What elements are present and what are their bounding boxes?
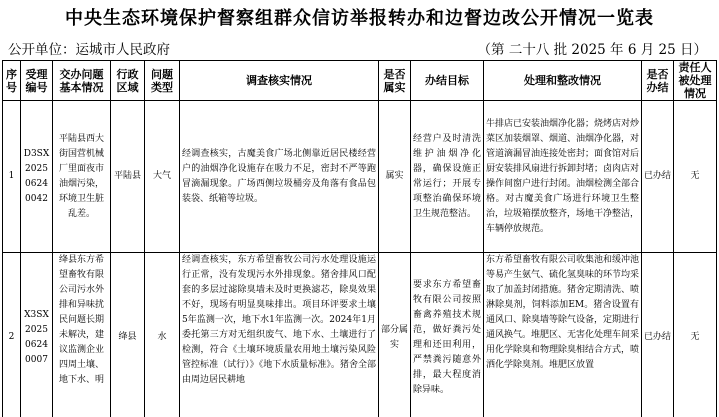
- table-row: [3, 101, 717, 253]
- row-region: 绛县: [111, 253, 145, 417]
- row-investigation: 经调查核实，东方希望畜牧公司污水处理设施运行正常，没有发现污水外排现象。猪舍排风口配套的多层过滤除臭墙未及时更换滤芯，除臭效果不好，现场有明显臭味排出。项目环评要求土壤5年监测一次，地下水1年监测一次。2024年1月委托第三方对无组织废气、地下水、土壤进行了检测，符合《土壤环境质量农用地土壤污染风险管控标准（试行）》《地下水质量标准》。猪舍全部由周边居民耕地: [180, 253, 379, 417]
- row-type: 大气: [145, 101, 180, 253]
- row-closed: 已办结: [642, 253, 674, 417]
- col-header-problem: 交办问题基本情况: [53, 61, 111, 101]
- col-header-no: 序号: [3, 61, 21, 101]
- row-handling: 牛排店已安装油烟净化器；烧烤店对炒菜区加装烟罩、烟道、油烟净化器，对管道滴漏冒油连接处密封；面食馆对后厨安装排风扇进行拆卸封堵；卤肉店对操作间窗户进行封闭。油烟检测全部合格。对古魔美食广场进行环境卫生整治，垃圾箱摆放整齐，场地干净整洁，车辆停放规范。: [484, 101, 642, 253]
- page-title: 中央生态环境保护督察组群众信访举报转办和边督边改公开情况一览表: [65, 8, 654, 29]
- col-header-handling: 处理和整改情况: [484, 61, 642, 101]
- batch-date: （第 二十八 批 2025 年 6 月 25 日）: [477, 42, 707, 58]
- col-header-id: 受理编号: [21, 61, 53, 101]
- col-header-accountability: 责任人被处理情况: [674, 61, 717, 101]
- row-accountability: 无: [674, 101, 717, 253]
- publishing-unit: 公开单位：运城市人民政府: [8, 42, 170, 58]
- row-investigation: 经调查核实，古魔美食广场北侧靠近居民楼经营户的油烟净化设施存在吸力不足，密封不严等跑冒滴漏现象。广场西侧垃圾桶旁及角落有食品包装袋、纸箱等垃圾。: [180, 101, 379, 253]
- row-problem: 绛县东方希望畜牧有限公司污水外排和异味扰民问题长期未解决，建议监测企业四周土壤、地下水、明: [53, 253, 111, 417]
- petition-table: [2, 60, 717, 417]
- row-id: X3SX202506240007: [21, 253, 53, 417]
- col-header-closed: 是否办结: [642, 61, 674, 101]
- table-header: [3, 61, 717, 101]
- col-header-type: 问题类型: [145, 61, 180, 101]
- row-target: 要求东方希望畜牧有限公司按照畜禽养殖技术规范，做好粪污处理和还田利用，严禁粪污随意外排，最大程度消除异味。: [411, 253, 484, 417]
- row-problem: 平陆县西大街国营机械厂里面夜市油烟污染，环境卫生脏乱差。: [53, 101, 111, 253]
- col-header-investigation: 调查核实情况: [180, 61, 379, 101]
- col-header-target: 办结目标: [411, 61, 484, 101]
- col-header-region: 行政区域: [111, 61, 145, 101]
- row-handling: 东方希望畜牧有限公司收集池和缓冲池等易产生氨气、硫化氢臭味的环节均采取了加盖封闭措施。猪舍定期清洗、喷淋除臭剂，饲料添加EM。猪舍设置有通风口、除臭墙等除气设备，定期进行通风换气。堆肥区、无害化处理车间采用化学除臭和物理除臭相结合方式，喷洒化学除臭剂。堆肥区放置: [484, 253, 642, 417]
- row-type: 水: [145, 253, 180, 417]
- row-verified: 部分属实: [379, 253, 411, 417]
- row-no: 1: [3, 101, 21, 253]
- row-verified: 属实: [379, 101, 411, 253]
- row-id: D3SX202506240042: [21, 101, 53, 253]
- col-header-verified: 是否属实: [379, 61, 411, 101]
- row-no: 2: [3, 253, 21, 417]
- table-row: [3, 253, 717, 417]
- row-accountability: 无: [674, 253, 717, 417]
- row-target: 经营户及时清洗维护油烟净化器，确保设施正常运行；开展专项整治确保环境卫生规范整洁。: [411, 101, 484, 253]
- row-closed: 已办结: [642, 101, 674, 253]
- row-region: 平陆县: [111, 101, 145, 253]
